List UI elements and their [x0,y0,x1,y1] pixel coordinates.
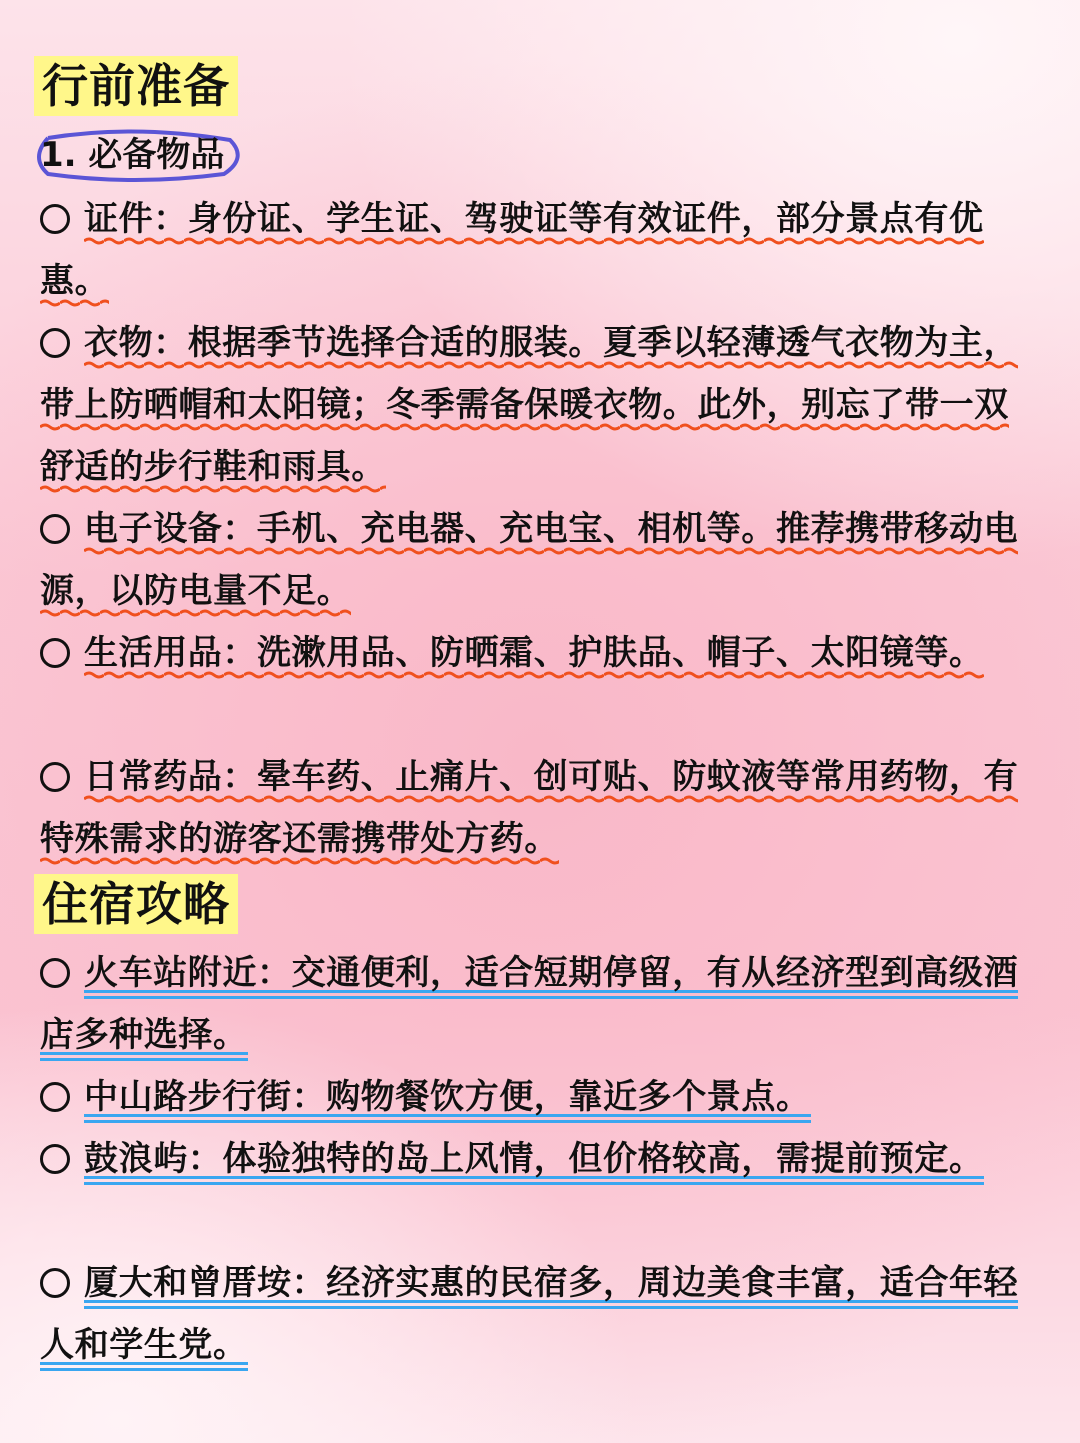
list-item-text: 鼓浪屿：体验独特的岛上风情，但价格较高，需提前预定。 [84,1139,984,1185]
circle-bullet-icon [40,958,70,988]
list-item-medicine [40,746,1030,870]
circle-bullet-icon [40,328,70,358]
circle-bullet-icon [40,1144,70,1174]
list-item-text: 生活用品：洗漱用品、防晒霜、护肤品、帽子、太阳镜等。 [84,633,984,679]
list-item-text: 厦大和曾厝垵：经济实惠的民宿多，周边美食丰富，适合年轻人和学生党。 [40,1263,1018,1371]
list-item-text: 日常药品：晕车药、止痛片、创可贴、防蚊液等常用药物，有特殊需求的游客还需携带处方药。 [40,757,1018,865]
circle-bullet-icon [40,514,70,544]
list-item-xiamen-university [40,1252,1030,1376]
section-title-accommodation: 住宿攻略 [34,874,238,934]
circle-bullet-icon [40,638,70,668]
section-title-preparation: 行前准备 [34,56,238,116]
list-item-gulangyu [40,1128,1030,1190]
circle-bullet-icon [40,204,70,234]
list-item-train-station [40,942,1030,1066]
circle-bullet-icon [40,1082,70,1112]
list-item-clothing [40,312,1030,498]
list-item-text: 电子设备：手机、充电器、充电宝、相机等。推荐携带移动电源，以防电量不足。 [40,509,1018,617]
circle-bullet-icon [40,762,70,792]
list-item-text: 证件：身份证、学生证、驾驶证等有效证件，部分景点有优惠。 [40,199,984,307]
subtitle-essentials: 1. 必备物品 [40,135,225,175]
list-item-text: 衣物：根据季节选择合适的服装。夏季以轻薄透气衣物为主，带上防晒帽和太阳镜；冬季需备保暖衣物。此外，别忘了带一双舒适的步行鞋和雨具。 [40,323,1018,493]
list-item-zhongshan-road [40,1066,1030,1128]
list-item-toiletries [40,622,1030,684]
circle-bullet-icon [40,1268,70,1298]
list-item-text: 中山路步行街：购物餐饮方便，靠近多个景点。 [84,1077,811,1123]
list-item-text: 火车站附近：交通便利，适合短期停留，有从经济型到高级酒店多种选择。 [40,953,1018,1061]
list-item-electronics [40,498,1030,622]
list-item-documents [40,188,1030,312]
